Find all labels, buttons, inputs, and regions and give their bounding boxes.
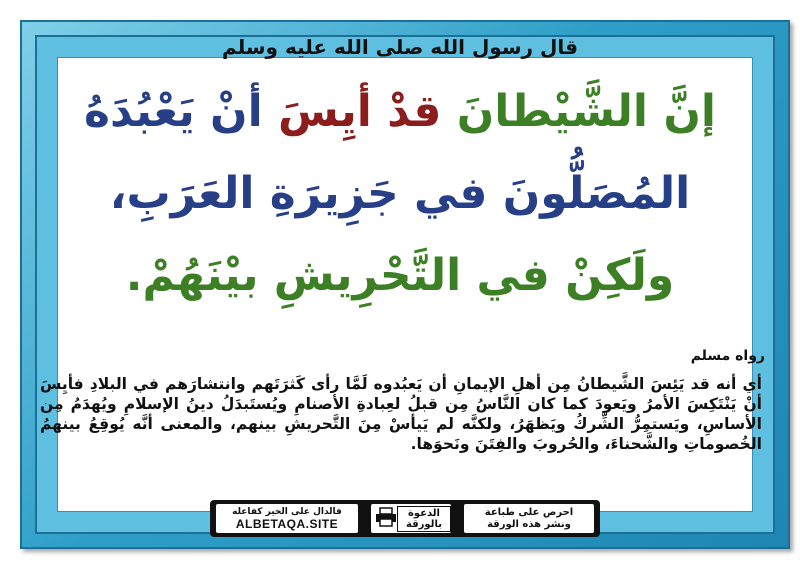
hadith-line-1-part-1: إنَّ الشَّيْطانَ xyxy=(456,86,716,137)
footer-slogan: فالدال على الخير كفاعله xyxy=(232,506,342,517)
footer-logo-box xyxy=(371,504,451,533)
footer-site-link[interactable]: ALBETAQA.SITE xyxy=(235,516,339,531)
hadith-line-1-part-2: قدْ أيِسَ xyxy=(278,86,442,137)
footer-call-line-2: ونشر هذه الورقة xyxy=(487,518,571,530)
narrator-label: رواه مسلم xyxy=(690,348,765,364)
printer-icon xyxy=(375,507,397,531)
footer-bar xyxy=(210,500,600,537)
hadith-line-3: ولَكِنْ في التَّحْرِيشِ بيْنَهُمْ. xyxy=(125,250,675,301)
footer-site-box[interactable] xyxy=(216,504,358,533)
hadith-intro: قال رسول الله صلى الله عليه وسلم xyxy=(222,35,578,59)
hadith-line-1-part-3: أنْ يَعْبُدَهُ xyxy=(84,86,263,137)
footer-logo-text: الدعوة بالورقة xyxy=(397,506,451,532)
explanation-text: أي أنه قد يَئِسَ الشَّيطانُ مِن أهلِ الإيمانِ أن يَعبُدوه لَمَّا رأى كَثرَتَهم وانتشارَهم في البلادِ فأيِسَ أنْ يَنْتَكِسَ الأمرُ ويَعودَ كما كان النَّاسُ مِن قبلُ لعِبادةِ الأصنامِ ويُستَبدَلُ دينُ الإسلامِ ويُهدَمُ مِن الأساسِ، ويَستمِرُّ الشِّركُ ويَظهَرُ، ولكنَّه لم يَيأسْ مِنَ التَّحريشِ بينهم، والمعنى أنَّه يُوقِعُ بينهمُ الخُصوماتِ والشَّحناءَ، والحُروبَ والفِتَنَ ونَحوَها. xyxy=(40,375,762,453)
footer-call-box xyxy=(464,504,594,533)
hadith-line-2: المُصَلُّونَ في جَزِيرَةِ العَرَبِ، xyxy=(109,168,691,219)
footer-call-line-1: احرص على طباعة xyxy=(484,506,574,518)
hadith-line-1 xyxy=(0,88,800,136)
